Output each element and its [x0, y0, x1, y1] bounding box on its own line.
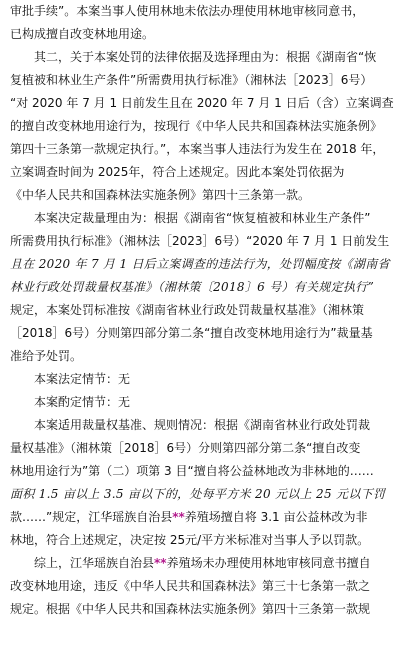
text-line: 规定。根据《中华人民共和国森林法实施条例》第四十三条第一款规	[10, 602, 371, 616]
text-line: ［2018］6号）分则第四部分第二条“擅自改变林地用途行为”裁量基	[10, 326, 373, 340]
text-line: 审批手续”。本案当事人使用林地未依法办理使用林地审核同意书，	[10, 4, 365, 18]
text-line: 综上，江华瑶族自治县**养殖场未办理使用林地审核同意书擅自	[34, 556, 371, 570]
text-line: 立案调查时间为 2025年，符合上述规定。因此本案处罚依据为	[10, 165, 345, 179]
text-line: “对 2020 年 7 月 1 日前发生且在 2020 年 7 月 1 日后（含）立案调查	[10, 96, 394, 110]
text-line: 已构成擅自改变林地用途。	[10, 27, 155, 41]
text-line: 林业行政处罚裁量权基准》（湘林策〔2018〕6 号）有关规定执行”	[10, 280, 375, 294]
redaction-mark: **	[172, 510, 185, 524]
redaction-mark: **	[154, 556, 167, 570]
text-line: 且在 2020 年 7 月 1 日后立案调查的违法行为，处罚幅度按《湖南省	[10, 257, 390, 271]
text-line: 本案法定情节：无	[34, 372, 131, 386]
text-line: 复植被和林业生产条件”所需费用执行标准》（湘林法［2023］6号）	[10, 73, 373, 87]
text-line: 款……”规定，江华瑶族自治县**养殖场擅自将 3.1 亩公益林改为非	[10, 510, 368, 524]
text-line: 规定，本案处罚标准按《湖南省林业行政处罚裁量权基准》（湘林策	[10, 303, 365, 317]
text-line: 准给予处罚。	[10, 349, 83, 363]
text-line: 林地用途行为”第（二）项第 3 目“擅自将公益林地改为非林地的……	[10, 464, 374, 478]
text-line: 《中华人民共和国森林法实施条例》第四十三条第一款。	[10, 188, 311, 202]
text-line: 林地，符合上述规定，决定按 25元/平方米标准对当事人予以罚款。	[10, 533, 370, 547]
text-line: 本案适用裁量权基准、规则情况：根据《湖南省林业行政处罚裁	[34, 418, 371, 432]
text-line: 本案酌定情节：无	[34, 395, 131, 409]
text-line: 所需费用执行标准》（湘林法［2023］6号）“2020 年 7 月 1 日前发生	[10, 234, 390, 248]
text-line: 的擅自改变林地用途行为，按现行《中华人民共和国森林法实施条例》	[10, 119, 383, 133]
text-line: 量权基准》（湘林策［2018］6号）分则第四部分第二条“擅自改变	[10, 441, 361, 455]
text-line: 面积 1.5 亩以上 3.5 亩以下的，处每平方米 20 元以上 25 元以下罚	[10, 487, 386, 501]
text-line: 本案决定裁量理由为：根据《湖南省“恢复植被和林业生产条件”	[34, 211, 371, 225]
text-line: 第四十三条第一款规定执行。”，本案当事人违法行为发生在 2018 年，	[10, 142, 385, 156]
text-line: 其二，关于本案处罚的法律依据及选择理由为：根据《湖南省“恢	[34, 50, 377, 64]
text-line: 改变林地用途，违反《中华人民共和国森林法》第三十七条第一款之	[10, 579, 371, 593]
